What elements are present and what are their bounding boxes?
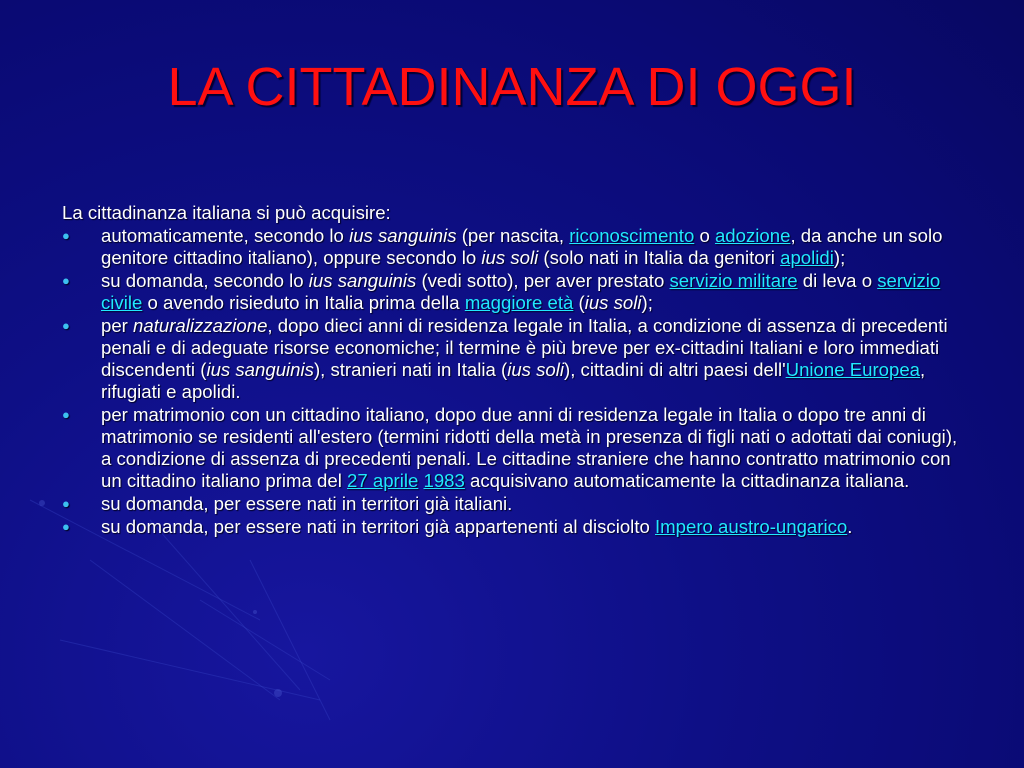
link-servizio-militare[interactable]: servizio militare — [669, 270, 798, 291]
item-text: ( — [573, 292, 585, 313]
link-adozione[interactable]: adozione — [714, 225, 791, 246]
item-text: acquisivano automaticamente la cittadinanza italiana. — [464, 470, 910, 491]
italic-term: ius soli — [507, 359, 565, 380]
italic-term: ius soli — [584, 292, 642, 313]
item-text: (per nascita, — [456, 225, 570, 246]
item-text: . — [847, 516, 853, 537]
item-text: su domanda, per essere nati in territori già appartenenti al disciolto — [101, 516, 655, 537]
list-item — [62, 270, 962, 314]
slide-body — [62, 202, 962, 539]
item-text: (vedi sotto), per aver prestato — [416, 270, 670, 291]
italic-term: ius sanguinis — [349, 225, 457, 246]
item-text: su domanda, per essere nati in territori già italiani. — [101, 493, 513, 514]
link-apolidi[interactable]: apolidi — [780, 247, 834, 268]
list-item — [62, 493, 962, 515]
bullet-list — [62, 225, 962, 538]
item-text: ); — [833, 247, 846, 268]
link-impero-austro-ungarico[interactable]: Impero austro-ungarico — [655, 516, 848, 537]
bullet-icon: ● — [62, 273, 70, 288]
list-item — [62, 225, 962, 269]
item-text: ), cittadini di altri paesi dell' — [564, 359, 786, 380]
slide-title: LA CITTADINANZA DI OGGI — [167, 57, 857, 117]
item-text: per matrimonio con un cittadino italiano, dopo due anni di residenza legale in Italia o dopo tre anni di matrimonio se residenti all'estero (termini ridotti della metà in presenza di figli nati o adottati dai coniugi), a condizione di assenza di precedenti penali. Le cittadine straniere che hanno contratto matrimonio con un cittadino italiano prima del — [101, 404, 958, 491]
link-unione-europea[interactable]: Unione Europea — [785, 359, 921, 380]
bullet-icon: ● — [62, 496, 70, 511]
italic-term: ius soli — [481, 247, 539, 268]
item-text: su domanda, secondo lo — [101, 270, 309, 291]
link-maggiore-eta[interactable]: maggiore età — [464, 292, 574, 313]
item-text: ), stranieri nati in Italia ( — [313, 359, 508, 380]
item-text: , da anche un solo genitore cittadino italiano), oppure secondo lo — [101, 225, 943, 268]
bullet-icon: ● — [62, 318, 70, 333]
item-text: o — [694, 225, 715, 246]
bullet-icon: ● — [62, 519, 70, 534]
list-item — [62, 404, 962, 492]
italic-term: naturalizzazione — [133, 315, 268, 336]
item-text: di leva o — [797, 270, 878, 291]
item-text: automaticamente, secondo lo — [101, 225, 350, 246]
bullet-icon: ● — [62, 228, 70, 243]
item-text: (solo nati in Italia da genitori — [538, 247, 781, 268]
italic-term: ius sanguinis — [308, 270, 417, 291]
link-27-aprile[interactable]: 27 aprile — [347, 470, 419, 491]
item-text: , dopo dieci anni di residenza legale in Italia, a condizione di assenza di precedenti penali e di adeguate risorse economiche; il termine è più breve per ex-cittadini Italiani e loro immediati discendenti ( — [101, 315, 948, 380]
list-item — [62, 516, 962, 538]
link-riconoscimento[interactable]: riconoscimento — [569, 225, 695, 246]
list-item — [62, 315, 962, 403]
link-servizio-civile[interactable]: servizio civile — [101, 270, 941, 313]
item-text: o avendo risieduto in Italia prima della — [142, 292, 465, 313]
item-text: , rifugiati e apolidi. — [101, 359, 926, 402]
link-1983[interactable]: 1983 — [423, 470, 465, 491]
intro-text: La cittadinanza italiana si può acquisire: — [62, 202, 391, 223]
item-text: per — [101, 315, 134, 336]
item-text: ); — [641, 292, 653, 313]
italic-term: ius sanguinis — [206, 359, 314, 380]
bullet-icon: ● — [62, 407, 70, 422]
